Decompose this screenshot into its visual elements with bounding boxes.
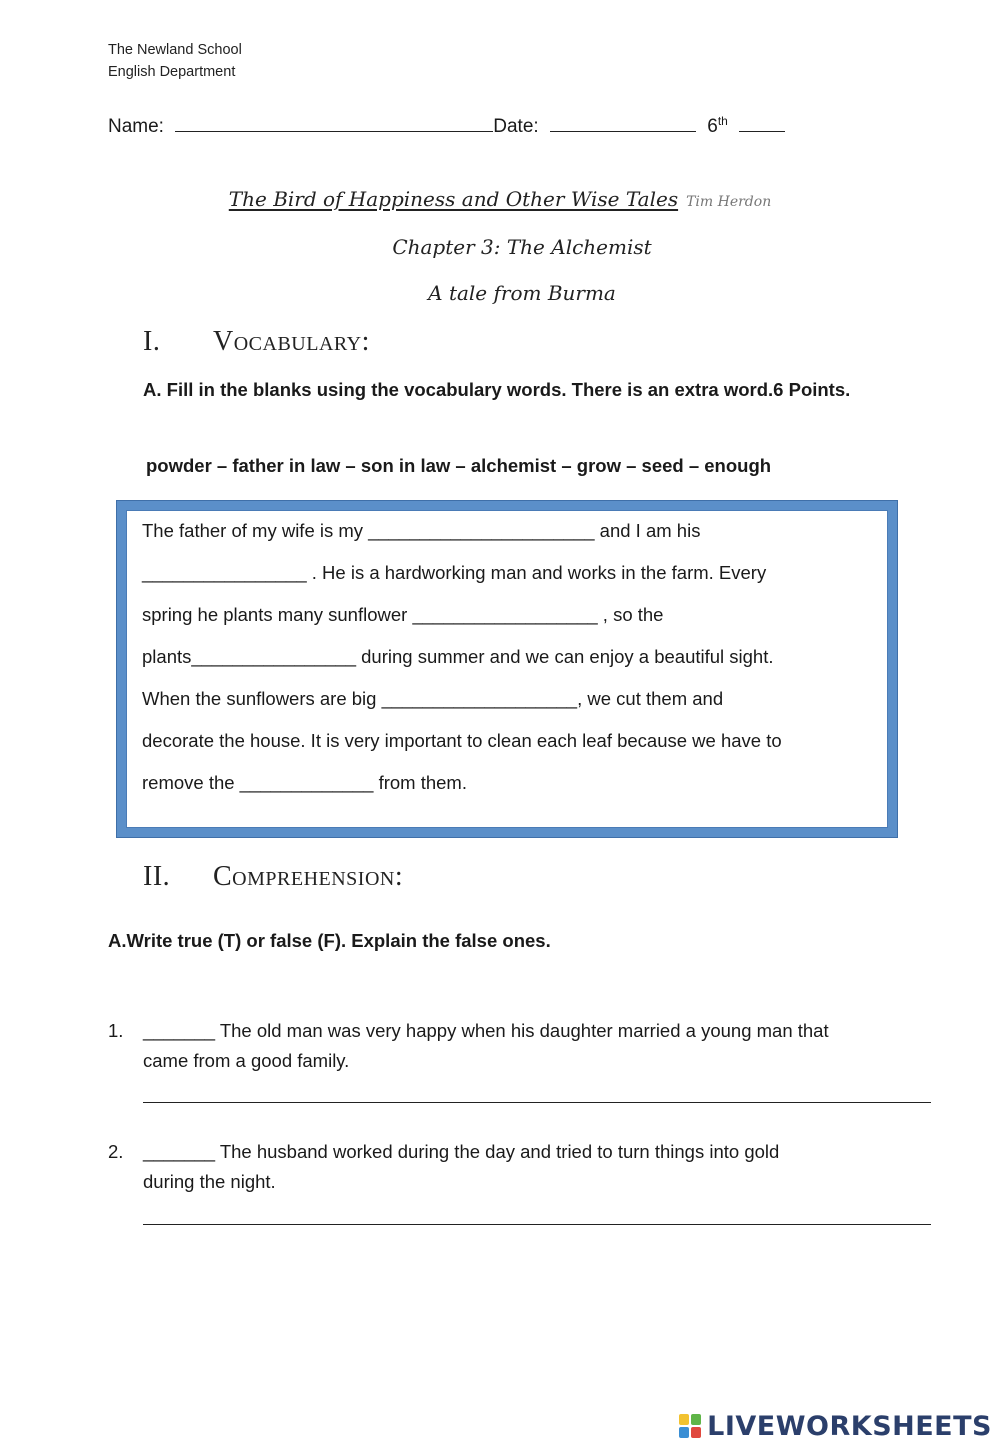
name-date-row: [108, 114, 785, 138]
question-number: 2.: [108, 1141, 124, 1162]
vocabulary-heading-text: Vocabulary:: [213, 326, 370, 357]
comprehension-heading: [143, 861, 403, 893]
comprehension-heading-number: II.: [143, 861, 171, 892]
question-text-continued: during the night.: [143, 1171, 276, 1192]
paragraph-line: decorate the house. It is very important to clean each leaf because we have to: [142, 730, 782, 751]
tale-subtitle: A tale from Burma: [428, 281, 616, 305]
book-title: The Bird of Happiness and Other Wise Tales: [228, 187, 679, 211]
date-label: Date:: [493, 116, 539, 137]
school-name: The Newland School: [108, 42, 242, 58]
department-name: English Department: [108, 63, 236, 80]
section-field[interactable]: [739, 114, 785, 132]
answer-line[interactable]: [143, 1102, 931, 1103]
paragraph-line: ________________ . He is a hardworking man and works in the farm. Every: [142, 562, 767, 583]
question-number: 1.: [108, 1020, 124, 1041]
answer-line[interactable]: [143, 1224, 931, 1225]
question-text-continued: came from a good family.: [143, 1050, 350, 1071]
name-field[interactable]: [175, 114, 493, 132]
paragraph-line: spring he plants many sunflower __________________ , so the: [142, 604, 664, 625]
question-text: _______ The old man was very happy when his daughter married a young man that: [143, 1020, 829, 1041]
question-text: _______ The husband worked during the day and tried to turn things into gold: [143, 1141, 780, 1162]
date-field[interactable]: [550, 114, 696, 132]
vocabulary-heading: [143, 326, 370, 358]
paragraph-line: When the sunflowers are big ___________________, we cut them and: [142, 688, 724, 709]
paragraph-line: The father of my wife is my ______________________ and I am his: [142, 520, 701, 541]
paragraph-line: remove the _____________ from them.: [142, 772, 467, 793]
liveworksheets-logo-icon: [679, 1414, 703, 1440]
word-bank: powder – father in law – son in law – alchemist – grow – seed – enough: [146, 455, 772, 476]
name-label: Name:: [108, 116, 164, 137]
comprehension-heading-text: Comprehension:: [213, 861, 404, 892]
chapter-title: Chapter 3: The Alchemist: [392, 235, 652, 259]
school-header: [108, 40, 242, 83]
book-title-line: [0, 187, 1000, 211]
grade-label: 6th: [707, 113, 728, 137]
book-author: Tim Herdon: [686, 194, 772, 210]
comprehension-instruction: A.Write true (T) or false (F). Explain the false ones.: [108, 930, 551, 951]
liveworksheets-logo: [679, 1411, 992, 1442]
vocabulary-heading-number: I.: [143, 326, 161, 357]
grade-number: 6: [707, 116, 718, 137]
paragraph-line: plants________________ during summer and we can enjoy a beautiful sight.: [142, 646, 774, 667]
liveworksheets-logo-text: LIVEWORKSHEETS: [707, 1411, 992, 1442]
vocabulary-instruction: A. Fill in the blanks using the vocabulary words. There is an extra word.6 Points.: [143, 379, 851, 400]
